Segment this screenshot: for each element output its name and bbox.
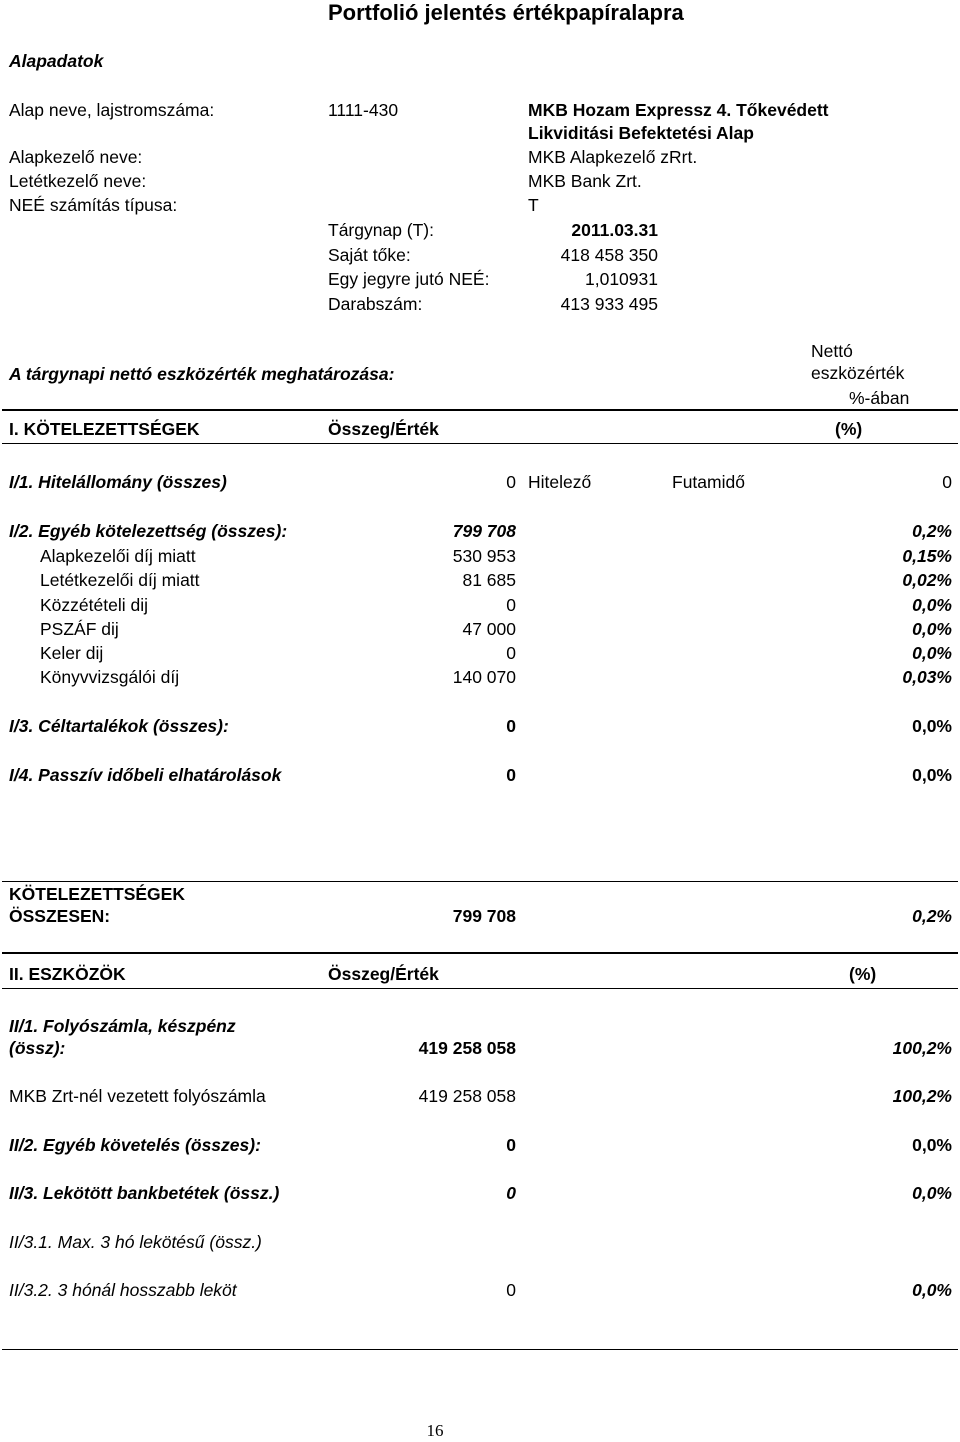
liability-item-pct: 0,0% [912,595,952,615]
liability-item-pct: 0,02% [902,570,952,590]
assets-pct-header: (%) [849,964,877,984]
page-title: Portfolió jelentés értékpapíralapra [328,0,684,25]
liabilities-pct-header: (%) [835,419,863,439]
deposits-short-label: II/3.1. Max. 3 hó lekötésű (össz.) [9,1232,262,1252]
total-rule-bottom [2,952,958,954]
current-account-value: 419 258 058 [418,1038,516,1058]
deposits-long-pct: 0,0% [912,1280,952,1300]
pct-header-line-3: %-ában [849,388,910,408]
nav-per-unit-value: 1,010931 [585,269,658,289]
nav-type-value: T [528,195,539,215]
receivables-label: II/2. Egyéb követelés (összes): [9,1135,261,1155]
liability-item-value: 0 [506,643,516,663]
bank-account-value: 419 258 058 [418,1086,516,1106]
liability-item-pct: 0,03% [902,667,952,687]
liability-item-label: Közzétételi dij [40,595,148,615]
loans-label: I/1. Hitelállomány (összes) [9,472,227,492]
liability-item-pct: 0,0% [912,643,952,663]
date-label: Tárgynap (T): [328,220,434,240]
liability-item-value: 0 [506,595,516,615]
liabilities-header: I. KÖTELEZETTSÉGEK [9,419,200,439]
loans-pct: 0 [942,472,952,492]
pct-header-line-1: Nettó [811,341,853,361]
nav-per-unit-label: Egy jegyre jutó NEÉ: [328,269,490,289]
receivables-pct: 0,0% [912,1135,952,1155]
nav-type-label: NEÉ számítás típusa: [9,195,178,215]
receivables-value: 0 [506,1135,516,1155]
other-liabilities-pct: 0,2% [912,521,952,541]
provisions-pct: 0,0% [912,716,952,736]
liabilities-total-pct: 0,2% [912,906,952,926]
liability-item-value: 530 953 [452,546,516,566]
other-liabilities-value: 799 708 [452,521,516,541]
liability-item-label: PSZÁF dij [40,619,119,639]
manager-label: Alapkezelő neve: [9,147,143,167]
units-value: 413 933 495 [560,294,658,314]
assets-header: II. ESZKÖZÖK [9,964,126,984]
deposits-pct: 0,0% [912,1183,952,1203]
deposits-label: II/3. Lekötött bankbetétek (össz.) [9,1183,280,1203]
bottom-rule [2,1349,958,1350]
provisions-label: I/3. Céltartalékok (összes): [9,716,229,736]
liability-item-label: Alapkezelői díj miatt [40,546,196,566]
units-label: Darabszám: [328,294,423,314]
assets-amount-header: Összeg/Érték [328,964,439,984]
current-account-label-2: (össz): [9,1038,66,1058]
loans-lender: Hitelező [528,472,592,492]
fund-name-line-1: MKB Hozam Expressz 4. Tőkevédett [528,100,829,120]
liability-item-value: 47 000 [462,619,516,639]
assets-header-rule-bottom [2,988,958,989]
page-number: 16 [426,1421,444,1440]
liability-item-pct: 0,0% [912,619,952,639]
liabilities-total-label-1: KÖTELEZETTSÉGEK [9,884,185,904]
accruals-pct: 0,0% [912,765,952,785]
accruals-label: I/4. Passzív időbeli elhatárolások [9,765,282,785]
liability-item-value: 81 685 [462,570,516,590]
date-value: 2011.03.31 [571,220,658,240]
current-account-pct: 100,2% [892,1038,952,1058]
fund-code: 1111-430 [328,100,399,120]
other-liabilities-label: I/2. Egyéb kötelezettség (összes): [9,521,288,541]
deposits-long-label: II/3.2. 3 hónál hosszabb leköt [9,1280,237,1300]
liability-item-label: Könyvvizsgálói díj [40,667,180,687]
bank-account-label: MKB Zrt-nél vezetett folyószámla [9,1086,266,1106]
nav-section-heading: A tárgynapi nettó eszközérték meghatározása: [9,364,395,384]
liability-item-label: Keler dij [40,643,104,663]
total-rule-top [2,881,958,882]
equity-value: 418 458 350 [560,245,658,265]
liability-item-value: 140 070 [452,667,516,687]
pct-header-line-2: eszközérték [811,363,905,383]
basic-data-heading: Alapadatok [9,51,104,71]
fund-name-label: Alap neve, lajstromszáma: [9,100,215,120]
liabilities-total-value: 799 708 [452,906,516,926]
accruals-value: 0 [506,765,516,785]
custodian-value: MKB Bank Zrt. [528,171,642,191]
liability-item-pct: 0,15% [902,546,952,566]
liabilities-header-rule [2,409,958,411]
bank-account-pct: 100,2% [892,1086,952,1106]
provisions-value: 0 [506,716,516,736]
fund-name-line-2: Likviditási Befektetési Alap [528,123,754,143]
deposits-value: 0 [506,1183,516,1203]
equity-label: Saját tőke: [328,245,411,265]
current-account-label-1: II/1. Folyószámla, készpénz [9,1016,236,1036]
deposits-long-value: 0 [506,1280,516,1300]
loans-maturity: Futamidő [672,472,745,492]
liabilities-amount-header: Összeg/Érték [328,419,439,439]
liability-item-label: Letétkezelői díj miatt [40,570,200,590]
manager-value: MKB Alapkezelő zRrt. [528,147,698,167]
loans-value: 0 [506,472,516,492]
custodian-label: Letétkezelő neve: [9,171,147,191]
liabilities-header-rule-bottom [2,443,958,444]
liabilities-total-label-2: ÖSSZESEN: [9,906,111,926]
